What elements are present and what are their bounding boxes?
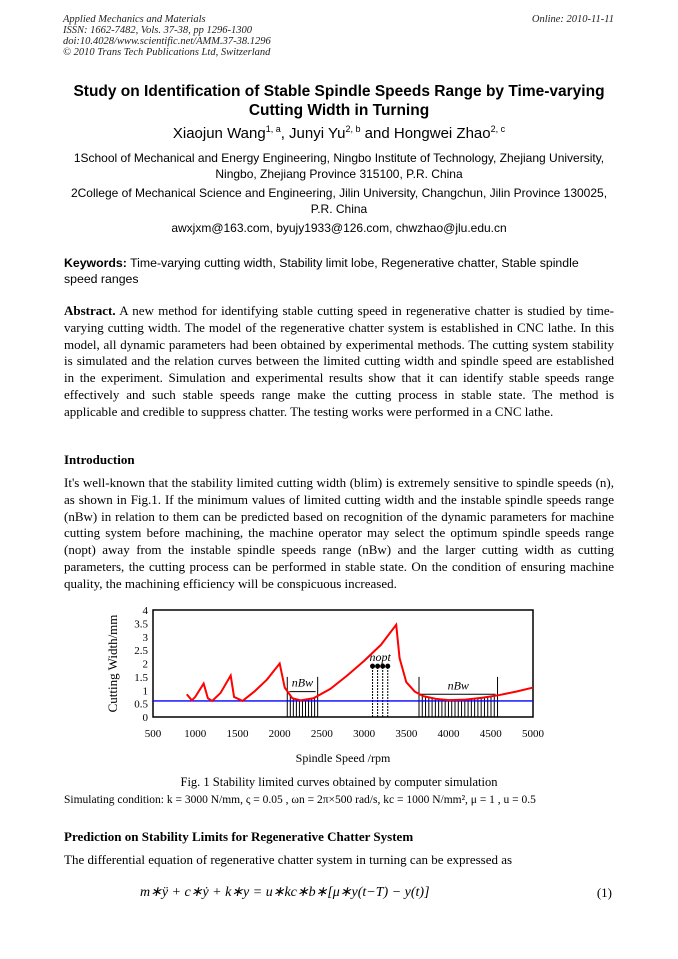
equation-number: (1) [596, 885, 612, 900]
nopt-label: nopt [369, 649, 391, 664]
nbw-label: nBw [447, 678, 469, 693]
keywords [64, 256, 614, 287]
abstract-text: A new method for identifying stable cutting speed in regenerative chatter is studied by time- varying cutting width. The model of the regenerative chatter system is established in CNC lathe. In this model, all dynamic parameters had been obtained by experimental methods. The cutting system stability is simulated and the relation curves between the limited cutting width and spindle speed are established in the experiment. Simulation and experimental results show that it can identify stable speeds range effectively and such stable speeds range make the cutting process in stable state. The method is applicable and credible to suppress chatter. The testing works were performed in a CNC lathe. [64, 303, 614, 419]
journal-name: Applied Mechanics and Materials [63, 14, 206, 25]
nopt-dot [385, 664, 390, 669]
simulating-condition: Simulating condition: k = 3000 N/mm, ς = 0.05 , ωn = 2π×500 rad/s, kc = 1000 N/mm², μ = 1 , u = 0.5 [64, 794, 536, 806]
nbw-label: nBw [291, 675, 314, 690]
stability-limit-curve [187, 625, 533, 701]
y-tick-label: 1 [142, 685, 148, 698]
x-tick-label: 1000 [184, 728, 207, 740]
y-tick-label: 2 [142, 658, 148, 671]
y-tick-label: 1.5 [134, 671, 148, 684]
intro-text: It's well-known that the stability limited cutting width (blim) is extremely sensitive to spindle speeds (n), as shown in Fig.1. If the minimum values of limited cutting width and the instable spindle speeds range (nBw) in relation to them can be predicted based on recognition of the dynamic parameters for machine cutting system before machining, the machine operator may select the optimum spindle speeds range (nopt) away from the instable spindle speeds range (nBw) and the larger cutting width as cutting parameters, the cutting process can be performed in stable state. On the condition of ensuring machine quality, the machining efficiency will be conspicuous increased. [64, 475, 614, 591]
affiliation-mark: 1, a [265, 124, 281, 134]
online-date: Online: 2010-11-11 [531, 14, 614, 25]
x-tick-label: 2000 [268, 728, 291, 740]
affiliation-mark: 2, c [490, 124, 506, 134]
abstract-label: Abstract. [64, 303, 116, 318]
nopt-dot [370, 664, 375, 669]
affiliation-mark: 2, b [345, 124, 361, 134]
section-text: The differential equation of regenerative chatter system in turning can be expressed as [64, 852, 513, 867]
x-axis-label: Spindle Speed /rpm [295, 751, 391, 765]
x-tick-label: 3000 [353, 728, 376, 740]
y-tick-label: 0.5 [134, 698, 148, 711]
x-tick-label: 4500 [479, 728, 502, 740]
paper-title: Study on Identification of Stable Spindle Speeds Range by Time-varying Cutting Width in Turning [73, 83, 605, 119]
keywords-label: Keywords: [64, 256, 127, 270]
x-tick-label: 1500 [226, 728, 249, 740]
emails: awxjxm@163.com, byujy1933@126.com, chwzhao@jlu.edu.cn [171, 221, 507, 235]
intro-heading: Introduction [64, 452, 135, 467]
y-tick-label: 2.5 [134, 645, 148, 658]
y-tick-label: 3 [142, 631, 148, 644]
affiliation-2: 2College of Mechanical Science and Engineering, Jilin University, Changchun, Jilin Province 130025, P.R. China [70, 186, 608, 216]
figure-caption: Fig. 1 Stability limited curves obtained by computer simulation [180, 775, 498, 789]
section-heading: Prediction on Stability Limits for Regenerative Chatter System [64, 829, 414, 844]
issn: ISSN: 1662-7482, Vols. 37-38, pp 1296-1300 [63, 25, 252, 36]
x-tick-label: 2500 [310, 728, 333, 740]
journal-header [63, 14, 271, 58]
y-tick-label: 0 [142, 712, 148, 724]
keywords-text: Time-varying cutting width, Stability limit lobe, Regenerative chatter, Stable spindle speed ranges [64, 256, 579, 286]
copyright: © 2010 Trans Tech Publications Ltd, Switzerland [63, 47, 271, 58]
affiliation-1: 1School of Mechanical and Energy Engineering, Ningbo Institute of Technology, Zhejiang University, Ningbo, Zhejiang Province 315100, P.R. China [73, 151, 605, 181]
y-axis-label: Cutting Width/mm [105, 614, 120, 713]
nopt-dot [380, 664, 385, 669]
x-tick-label: 5000 [522, 728, 544, 740]
authors: Xiaojun Wang$^{1, a}$, Junyi Yu$^{2, b}$ and Hongwei Zhao$^{2, c}$ [172, 124, 506, 142]
x-tick-label: 500 [144, 728, 162, 740]
y-tick-label: 3.5 [134, 618, 148, 631]
figure-1-chart [100, 600, 550, 770]
abstract [64, 303, 614, 421]
equation-1: m∗ÿ + c∗ẏ + k∗y = u∗kc∗b∗[μ∗y(t−T) − y(t)] [140, 885, 430, 900]
nopt-dot [375, 664, 380, 669]
x-tick-label: 4000 [437, 728, 460, 740]
doi: doi:10.4028/www.scientific.net/AMM.37-38.1296 [63, 36, 271, 47]
y-tick-label: 4 [142, 605, 148, 617]
x-tick-label: 3500 [395, 728, 418, 740]
